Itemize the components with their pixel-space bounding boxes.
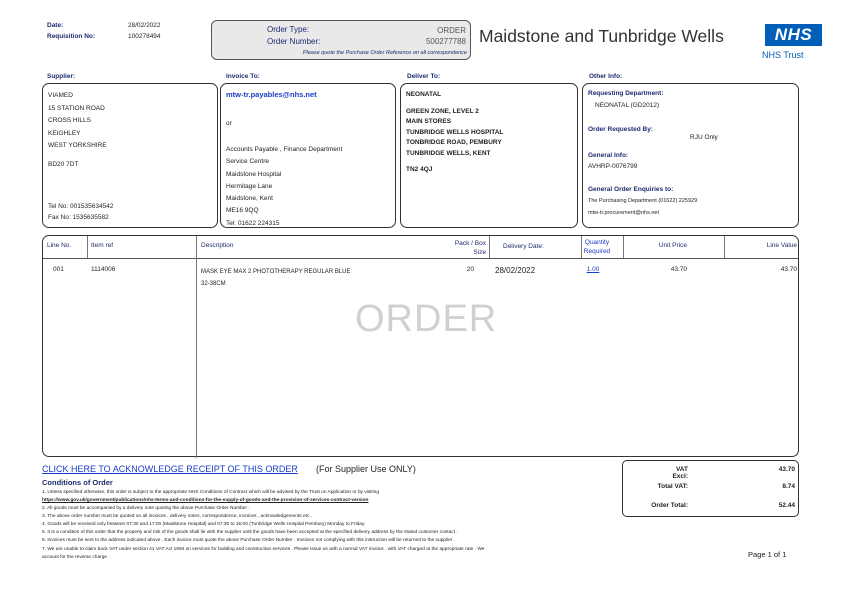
other-info-label: Other Info: (589, 73, 623, 80)
supplier-postcode: BD20 7DT (48, 161, 79, 168)
condition-item: 1. Unless specified otherwise, this order is subject to the appropriate NHS Conditions of Contract which will be advised by the Trust on Application or by visiting (42, 490, 380, 495)
date-label: Date: (47, 22, 64, 29)
general-info-value: AVHRP-0076799 (588, 163, 638, 170)
requisition-value: 100278494 (128, 33, 161, 40)
header-qty-line2: Required (583, 248, 611, 255)
vat-excl-label: VAT Excl: (672, 466, 688, 480)
row-desc-line1: MASK EYE MAX 2 PHOTOTHERAPY REGULAR BLUE (201, 269, 351, 275)
requesting-dept-value: NEONATAL (GD2012) (595, 102, 660, 109)
order-type-label: Order Type: (267, 25, 310, 34)
totals-box (622, 460, 799, 517)
ordered-by-value: RJU Only (690, 134, 718, 141)
header-qty-line1: Quantity (584, 239, 610, 246)
header-line-no: Line No. (47, 242, 72, 249)
row-line-no: 001 (53, 266, 64, 273)
condition-item: account for the reverse charge . (42, 555, 110, 560)
invoice-line: Maidstone Hospital (226, 170, 282, 178)
condition-item: 7. We are unable to claim back VAT under section 41 VAT Act 1994 on services for building and construction services . Please issue us with a normal VAT invoice , with VAT charged at the appropriate rate . We (42, 547, 485, 552)
invoice-tel: Tel: 01622 224315 (226, 219, 280, 227)
row-pack-size: 20 (466, 266, 474, 273)
order-type-box (211, 20, 471, 60)
condition-item: 5. It is a condition of this order that the property and risk of the goods shall lie with the supplier until the goods have been accepted at the specified delivery address by the stated customer contact . (42, 530, 458, 535)
invoice-line: Accounts Payable , Finance Department (226, 146, 343, 153)
row-desc-line2: 32-38CM (201, 281, 226, 287)
deliver-label: Deliver To: (407, 73, 441, 80)
invoice-label: Invoice To: (226, 73, 260, 80)
header-line-value: Line Value (766, 242, 797, 249)
invoice-or: or (226, 120, 232, 127)
header-item-ref: Item ref (91, 242, 114, 249)
header-pack-line1: Pack / Box (454, 240, 486, 247)
order-note: Please quote the Purchase Order Reference on all correspondence (302, 50, 467, 56)
order-number-label: Order Number: (267, 37, 321, 46)
deliver-address (406, 90, 503, 176)
supplier-fax: Fax No: 1535635582 (48, 214, 109, 221)
column-divider (489, 236, 490, 258)
total-vat-value: 8.74 (782, 483, 795, 490)
row-line-value: 43.70 (780, 266, 797, 273)
condition-item: 2. All goods must be accompanied by a delivery note quoting the above Purchase Order Number . (42, 506, 250, 511)
enquiries-value: The Purchasing Department (01622) 225929 (588, 198, 698, 204)
deliver-line: TONBRIDGE ROAD, PEMBURY (406, 139, 502, 146)
enquiries-email: mtw-tr.procurement@nhs.net (588, 210, 659, 216)
requisition-label: Requisition No: (47, 33, 96, 40)
total-vat-label: Total VAT: (657, 483, 688, 490)
column-divider (87, 236, 88, 258)
date-value: 28/02/2022 (128, 22, 161, 29)
table-row (43, 266, 798, 292)
order-watermark: ORDER (355, 298, 498, 340)
invoice-line: Maidstone, Kent (226, 195, 273, 203)
order-total-value: 52.44 (778, 502, 795, 509)
deliver-line: NEONATAL (406, 91, 442, 98)
deliver-line: TN2 4QJ (406, 166, 433, 173)
order-total-label: Order Total: (651, 502, 688, 509)
invoice-email[interactable]: mtw-tr.payables@nhs.net (226, 90, 317, 99)
enquiries-label: General Order Enquiries to: (588, 186, 674, 193)
deliver-line: TUNBRIDGE WELLS, KENT (406, 149, 491, 157)
row-delivery-date: 28/02/2022 (495, 266, 536, 275)
column-divider (724, 236, 725, 258)
invoice-box (220, 83, 396, 228)
supplier-label: Supplier: (47, 73, 76, 80)
condition-link[interactable]: https://www.gov.uk/government/publications/nhs-terms-and-conditions-for-the-supply-of-goods-and-the-provision-of-services-contract-version (42, 498, 369, 503)
conditions-title: Conditions of Order (42, 478, 113, 487)
supplier-box (42, 83, 218, 228)
vat-excl-value: 43.70 (778, 466, 795, 473)
nhs-trust-label: NHS Trust (762, 50, 804, 60)
supplier-line: VIAMED (48, 92, 73, 99)
deliver-box (400, 83, 578, 228)
row-item-ref: 1114006 (91, 266, 116, 273)
supplier-line: WEST YORKSHIRE (48, 142, 107, 149)
header-unit-price: Unit Price (658, 242, 687, 249)
trust-name: Maidstone and Tunbridge Wells (479, 26, 724, 46)
invoice-line: Hermitage Lane (226, 182, 273, 190)
row-description (201, 266, 351, 290)
page-number: Page 1 of 1 (748, 550, 787, 559)
deliver-line: GREEN ZONE, LEVEL 2 (406, 107, 479, 115)
general-info-label: General Info: (588, 152, 629, 159)
acknowledge-link[interactable] (42, 464, 298, 474)
other-info-box (582, 83, 799, 228)
order-type-value: ORDER (437, 26, 466, 35)
supplier-address (48, 90, 107, 153)
supplier-tel: Tel No: 001535634542 (48, 203, 114, 210)
order-number-value: 500277788 (425, 37, 466, 46)
header-delivery-date: Delivery Date: (503, 243, 544, 250)
acknowledge-receipt-link[interactable]: CLICK HERE TO ACKNOWLEDGE RECEIPT OF THIS ORDER (42, 464, 298, 474)
deliver-line: TUNBRIDGE WELLS HOSPITAL (406, 128, 504, 136)
row-unit-price: 43.70 (670, 266, 687, 273)
row-quantity: 1.00 (586, 266, 600, 273)
supplier-line: CROSS HILLS (48, 117, 91, 124)
supplier-line: KEIGHLEY (48, 129, 81, 137)
supplier-line: 15 STATION ROAD (48, 104, 105, 112)
condition-item: 4. Goods will be received only between 07:30 and 17:00 (Maidstone Hospital) and 07:30 to 15:00 (Tunbridge Wells Hospital Pembury) Monday to Friday. (42, 522, 366, 527)
header-quantity (567, 238, 627, 256)
header-description: Description (201, 242, 234, 249)
header-pack-line2: Size (473, 249, 486, 256)
header-pack-size (438, 239, 486, 257)
acknowledge-note: (For Supplier Use ONLY) (316, 464, 416, 474)
invoice-address (226, 144, 342, 230)
deliver-line: MAIN STORES (406, 118, 452, 125)
order-lines-table (42, 235, 799, 457)
condition-item: 3. The above order number must be quoted on all invoices , delivery notes, correspondence, invoices , acknowledgements etc . (42, 514, 313, 519)
invoice-line: Service Centre (226, 158, 269, 166)
ordered-by-label: Order Requested By: (588, 126, 654, 133)
invoice-line: ME16 9QQ (226, 207, 259, 215)
requesting-dept-label: Requesting Department: (588, 90, 664, 97)
condition-item: 6. Invoices must be sent to the address indicated above . Each invoice must quote the above Purchase Order Number . Invoices not complying with this instruction will be returned to the supplier . (42, 538, 456, 543)
nhs-logo: NHS (765, 24, 822, 46)
